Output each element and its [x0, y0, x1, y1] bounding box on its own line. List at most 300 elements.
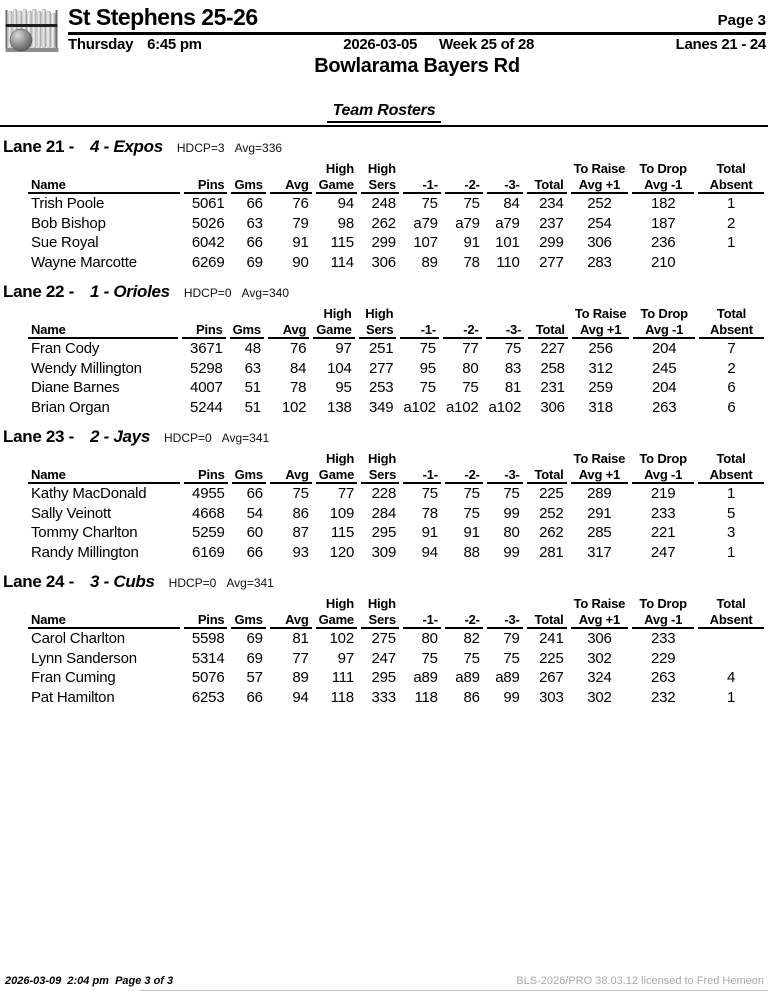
- col-header: Gms: [230, 321, 264, 339]
- col-header: Pins: [182, 321, 226, 339]
- col-header-top: [28, 159, 180, 176]
- cell-g1: 89: [421, 253, 438, 271]
- col-header: Absent: [698, 466, 764, 484]
- cell-gms: 66: [246, 234, 263, 252]
- col-header-top: [487, 159, 523, 176]
- cell-total: 303: [539, 688, 564, 706]
- cell-absent: 2: [727, 359, 736, 377]
- col-header: Total: [527, 176, 567, 194]
- session-time: 6:45 pm: [147, 36, 202, 53]
- cell-high_game: 102: [329, 630, 354, 648]
- cell-high_game: 98: [337, 214, 354, 232]
- roster-table: [24, 304, 768, 417]
- col-header: Absent: [698, 611, 764, 629]
- cell-gms: 51: [244, 379, 261, 397]
- cell-high_game: 97: [335, 340, 352, 358]
- cell-to_raise: 291: [587, 504, 612, 522]
- team-hdcp-avg: [164, 431, 269, 445]
- cell-g3: 101: [495, 234, 520, 252]
- cell-to_raise: 254: [587, 214, 612, 232]
- cell-name: Bob Bishop: [31, 214, 106, 232]
- col-header: Pins: [184, 611, 228, 629]
- team-hdcp-avg: [184, 286, 289, 300]
- report-title: Team Rosters: [327, 102, 442, 123]
- col-header-top: [445, 449, 483, 466]
- col-header-top: [400, 304, 439, 321]
- cell-name: Kathy MacDonald: [31, 485, 147, 503]
- cell-g1: 75: [419, 379, 436, 397]
- session-date-week: [343, 36, 534, 53]
- cell-absent: 2: [726, 214, 736, 232]
- cell-gms: 60: [246, 524, 263, 542]
- col-header-top: To Drop: [640, 306, 688, 321]
- cell-gms: 69: [246, 649, 263, 667]
- team-hdcp: HDCP=0: [183, 286, 232, 300]
- cell-high_game: 115: [330, 524, 355, 542]
- col-header-top: High: [323, 306, 352, 321]
- col-header-top: Total: [716, 596, 746, 611]
- col-header-top: High: [325, 161, 354, 176]
- team-hdcp: HDCP=0: [168, 576, 217, 590]
- cell-total: 225: [539, 485, 564, 503]
- cell-to_raise: 302: [587, 688, 612, 706]
- cell-to_raise: 256: [588, 340, 613, 358]
- col-header: -3-: [487, 466, 523, 484]
- cell-g1: 91: [421, 524, 438, 542]
- col-header: Pins: [184, 466, 228, 484]
- cell-to_raise: 302: [587, 649, 612, 667]
- col-header-top: [527, 594, 567, 611]
- cell-gms: 66: [246, 543, 263, 561]
- col-header-top: [268, 304, 309, 321]
- col-header: Sers: [359, 321, 397, 339]
- col-header-top: [28, 594, 180, 611]
- player-row: [28, 378, 764, 398]
- cell-g1: a89: [413, 669, 438, 687]
- cell-high_sers: 228: [371, 485, 397, 503]
- cell-g1: 75: [421, 195, 438, 213]
- col-header: Game: [316, 611, 357, 629]
- col-header: Avg -1: [632, 176, 694, 194]
- cell-high_game: 109: [329, 504, 355, 522]
- cell-absent: 4: [726, 669, 736, 687]
- cell-high_game: 77: [337, 485, 355, 503]
- cell-g2: 77: [462, 340, 479, 358]
- col-header: Avg +1: [571, 611, 629, 629]
- col-header-top: High: [367, 596, 396, 611]
- player-row: [28, 214, 764, 234]
- cell-to_drop: 182: [650, 195, 676, 213]
- cell-absent: 6: [727, 398, 736, 416]
- cell-gms: 66: [246, 195, 263, 213]
- cell-name: Wendy Millington: [31, 359, 142, 377]
- col-header-top: [270, 449, 312, 466]
- cell-absent: 3: [726, 524, 736, 542]
- lanes-label: Lanes 21 - 24: [675, 36, 766, 53]
- cell-gms: 54: [246, 504, 263, 522]
- col-header-top: [445, 594, 483, 611]
- cell-to_raise: 306: [587, 234, 612, 252]
- cell-g3: 110: [496, 253, 520, 271]
- player-row: [28, 504, 764, 524]
- cell-total: 258: [540, 359, 565, 377]
- cell-g1: 78: [421, 504, 438, 522]
- cell-avg: 76: [292, 195, 309, 213]
- cell-g3: 79: [503, 630, 520, 648]
- cell-high_sers: 247: [371, 649, 396, 667]
- cell-pins: 4668: [192, 504, 225, 522]
- cell-to_drop: 233: [650, 504, 676, 522]
- cell-to_raise: 318: [588, 398, 613, 416]
- cell-absent: 7: [727, 340, 736, 358]
- player-row: [28, 359, 764, 379]
- col-header: Absent: [698, 176, 764, 194]
- col-header: Gms: [231, 611, 265, 629]
- col-header-top: [527, 159, 567, 176]
- bowling-pins-logo: [4, 5, 60, 57]
- bowling-center-name: Bowlarama Bayers Rd: [314, 55, 520, 77]
- cell-g3: 84: [503, 195, 520, 213]
- col-header: Gms: [232, 466, 266, 484]
- cell-avg: 79: [292, 214, 309, 232]
- cell-high_sers: 251: [368, 340, 394, 358]
- cell-g2: a79: [455, 214, 480, 232]
- cell-pins: 6269: [191, 253, 225, 271]
- col-header: Avg -1: [633, 321, 695, 339]
- team-name-label: 3 - Cubs: [90, 572, 155, 591]
- col-header-top: To Drop: [639, 451, 687, 466]
- cell-to_raise: 306: [587, 630, 612, 648]
- cell-absent: [698, 629, 764, 649]
- col-header-top: [445, 159, 483, 176]
- team-section: [0, 427, 768, 562]
- cell-pins: 4955: [192, 485, 225, 503]
- col-header-top: [443, 304, 482, 321]
- cell-avg: 87: [292, 524, 309, 542]
- cell-g2: 88: [463, 543, 480, 561]
- col-header-top: [184, 594, 228, 611]
- cell-total: 231: [540, 379, 565, 397]
- cell-absent: [698, 253, 764, 273]
- col-header-top: Total: [716, 306, 747, 321]
- col-header: -1-: [403, 466, 441, 484]
- cell-pins: 4007: [190, 379, 223, 397]
- col-header-top: [403, 159, 441, 176]
- team-section: [0, 137, 768, 272]
- cell-avg: 89: [292, 669, 309, 687]
- col-header-top: [403, 594, 441, 611]
- cell-absent: 1: [726, 195, 736, 213]
- cell-gms: 63: [246, 214, 263, 232]
- col-header: Name: [28, 321, 178, 339]
- col-header: Game: [316, 466, 357, 484]
- col-header-top: [232, 449, 266, 466]
- player-row: [28, 629, 764, 649]
- player-row: [28, 233, 764, 253]
- cell-total: 225: [539, 649, 564, 667]
- cell-g1: 75: [419, 340, 436, 358]
- col-header-top: [28, 449, 180, 466]
- player-row: [28, 194, 764, 214]
- cell-absent: [698, 649, 764, 669]
- cell-g2: 91: [463, 234, 480, 252]
- col-header: Avg: [268, 321, 309, 339]
- col-header-top: [270, 159, 312, 176]
- cell-total: 306: [540, 398, 565, 416]
- col-header-top: High: [365, 306, 394, 321]
- cell-total: 299: [539, 234, 564, 252]
- cell-to_drop: 221: [650, 524, 676, 542]
- cell-to_raise: 317: [587, 543, 612, 561]
- cell-pins: 6253: [191, 688, 225, 706]
- cell-name: Fran Cody: [31, 340, 100, 358]
- cell-g2: 75: [463, 195, 480, 213]
- cell-high_game: 94: [337, 195, 354, 213]
- cell-g3: a79: [495, 214, 520, 232]
- cell-to_drop: 204: [651, 379, 677, 397]
- col-header: Avg: [270, 176, 312, 194]
- cell-to_drop: 247: [650, 543, 676, 561]
- team-sections: [0, 137, 768, 707]
- cell-gms: 63: [244, 359, 261, 377]
- cell-name: Sue Royal: [31, 234, 99, 252]
- cell-g1: 94: [421, 543, 438, 561]
- cell-absent: 1: [726, 485, 736, 503]
- col-header-top: Total: [716, 451, 746, 466]
- cell-high_sers: 309: [371, 543, 397, 561]
- cell-high_game: 114: [330, 253, 354, 271]
- cell-absent: 1: [726, 234, 736, 252]
- cell-total: 237: [539, 214, 564, 232]
- col-header-top: [487, 594, 523, 611]
- cell-g1: 107: [413, 234, 438, 252]
- cell-name: Pat Hamilton: [31, 688, 115, 706]
- col-header: Name: [28, 611, 180, 629]
- cell-avg: 77: [292, 649, 309, 667]
- cell-avg: 93: [292, 543, 309, 561]
- roster-table: [24, 449, 768, 562]
- cell-name: Sally Veinott: [31, 504, 111, 522]
- cell-to_raise: 285: [587, 524, 612, 542]
- cell-to_raise: 252: [587, 195, 612, 213]
- lane-heading: [0, 282, 768, 304]
- cell-avg: 78: [289, 379, 307, 397]
- team-section: [0, 572, 768, 707]
- cell-avg: 76: [289, 340, 307, 358]
- col-header: -3-: [486, 321, 525, 339]
- col-header-top: High: [325, 596, 354, 611]
- col-header: Avg +1: [572, 321, 630, 339]
- cell-to_raise: 324: [587, 669, 612, 687]
- cell-high_game: 97: [337, 649, 354, 667]
- cell-pins: 5244: [190, 398, 223, 416]
- col-header: Game: [316, 176, 357, 194]
- col-header-top: [184, 159, 228, 176]
- cell-absent: 1: [726, 688, 736, 706]
- col-header-top: [182, 304, 226, 321]
- col-header: Total: [527, 611, 567, 629]
- cell-gms: 48: [244, 340, 261, 358]
- cell-to_raise: 259: [588, 379, 613, 397]
- cell-avg: 75: [292, 485, 309, 503]
- cell-g3: 75: [503, 649, 520, 667]
- session-week: Week 25 of 28: [439, 36, 535, 53]
- col-header-top: [28, 304, 178, 321]
- lane-label: Lane 23 -: [3, 427, 74, 446]
- cell-to_drop: 219: [650, 485, 676, 503]
- cell-g1: a79: [413, 214, 438, 232]
- cell-pins: 6169: [192, 543, 225, 561]
- cell-pins: 5061: [191, 195, 225, 213]
- lane-heading: [0, 572, 768, 594]
- cell-high_game: 95: [335, 379, 352, 397]
- cell-avg: 94: [292, 688, 309, 706]
- cell-total: 267: [539, 669, 564, 687]
- cell-g1: 75: [421, 485, 438, 503]
- cell-to_drop: 229: [650, 649, 676, 667]
- cell-name: Diane Barnes: [31, 379, 120, 397]
- col-header-top: [231, 594, 265, 611]
- col-header-top: [527, 449, 567, 466]
- cell-high_game: 111: [331, 669, 354, 687]
- cell-g2: 75: [463, 504, 480, 522]
- cell-avg: 91: [292, 234, 309, 252]
- col-header: -1-: [400, 321, 439, 339]
- team-name-label: 2 - Jays: [90, 427, 150, 446]
- roster-table: [24, 594, 768, 707]
- league-title: St Stephens 25-26: [68, 4, 258, 30]
- cell-absent: 1: [726, 543, 736, 561]
- cell-g1: 95: [419, 359, 436, 377]
- cell-avg: 90: [292, 253, 309, 271]
- page-number-label: Page 3: [717, 12, 766, 29]
- cell-name: Randy Millington: [31, 543, 139, 561]
- col-header-top: To Raise: [573, 161, 626, 176]
- cell-pins: 5026: [191, 214, 225, 232]
- cell-g2: 82: [463, 630, 480, 648]
- col-header: Total: [528, 321, 568, 339]
- footer-print-info: 2026-03-09 2:04 pm Page 3 of 3: [5, 975, 174, 987]
- cell-to_raise: 312: [588, 359, 613, 377]
- cell-total: 252: [539, 504, 564, 522]
- cell-g2: 80: [462, 359, 479, 377]
- cell-to_drop: 263: [650, 669, 676, 687]
- cell-g1: a102: [403, 398, 436, 416]
- cell-gms: 51: [244, 398, 261, 416]
- cell-total: 241: [539, 630, 564, 648]
- col-header: Name: [28, 466, 180, 484]
- cell-absent: 6: [727, 379, 736, 397]
- team-avg: Avg=340: [241, 286, 290, 300]
- player-row: [28, 484, 764, 504]
- cell-g3: a89: [495, 669, 520, 687]
- cell-g2: a102: [445, 398, 479, 416]
- cell-pins: 6042: [191, 234, 225, 252]
- header-divider: [0, 125, 768, 127]
- session-date: 2026-03-05: [343, 36, 418, 53]
- cell-high_game: 138: [327, 398, 352, 416]
- cell-g3: 80: [503, 524, 520, 542]
- team-avg: Avg=336: [234, 141, 283, 155]
- col-header: Game: [313, 321, 354, 339]
- cell-pins: 5314: [191, 649, 225, 667]
- cell-high_game: 118: [330, 688, 354, 706]
- lane-label: Lane 22 -: [3, 282, 74, 301]
- col-header-top: High: [326, 451, 355, 466]
- session-day: Thursday: [68, 36, 134, 53]
- cell-total: 227: [540, 340, 565, 358]
- col-header: -2-: [445, 176, 483, 194]
- cell-avg: 86: [292, 504, 309, 522]
- col-header: Avg +1: [571, 466, 629, 484]
- team-name-label: 1 - Orioles: [90, 282, 170, 301]
- col-header: Avg: [270, 466, 312, 484]
- cell-to_drop: 210: [650, 253, 676, 271]
- cell-high_sers: 349: [368, 398, 394, 416]
- col-header: Absent: [699, 321, 764, 339]
- cell-pins: 5598: [191, 630, 225, 648]
- cell-to_raise: 283: [587, 253, 612, 271]
- cell-g3: 99: [503, 688, 520, 706]
- lane-label: Lane 21 -: [3, 137, 74, 156]
- cell-pins: 5076: [191, 669, 225, 687]
- cell-g1: 75: [421, 649, 438, 667]
- cell-to_drop: 204: [651, 340, 677, 358]
- cell-g2: 91: [463, 524, 480, 542]
- cell-g2: 75: [463, 485, 480, 503]
- cell-high_game: 104: [327, 359, 352, 377]
- team-hdcp: HDCP=3: [176, 141, 225, 155]
- cell-avg: 84: [289, 359, 307, 377]
- col-header: Total: [527, 466, 567, 484]
- cell-g2: 78: [463, 253, 480, 271]
- cell-high_sers: 295: [371, 669, 396, 687]
- col-header-top: To Drop: [639, 596, 687, 611]
- cell-gms: 66: [246, 485, 263, 503]
- player-row: [28, 668, 764, 688]
- player-row: [28, 398, 764, 418]
- col-header-top: [184, 449, 228, 466]
- team-hdcp-avg: [169, 576, 274, 590]
- cell-total: 277: [539, 253, 564, 271]
- col-header-top: [270, 594, 312, 611]
- player-row: [28, 543, 764, 563]
- player-row: [28, 688, 764, 708]
- player-row: [28, 253, 764, 273]
- lane-label: Lane 24 -: [3, 572, 74, 591]
- cell-to_drop: 187: [650, 214, 676, 232]
- cell-gms: 57: [246, 669, 263, 687]
- col-header: Avg -1: [632, 611, 694, 629]
- col-header: Sers: [361, 466, 399, 484]
- col-header-top: [403, 449, 441, 466]
- cell-gms: 66: [246, 688, 263, 706]
- roster-table: [24, 159, 768, 272]
- cell-high_sers: 295: [371, 524, 397, 542]
- session-day-time: [68, 36, 202, 53]
- col-header-top: [487, 449, 523, 466]
- cell-g2: a89: [455, 669, 480, 687]
- col-header: -3-: [487, 176, 523, 194]
- col-header-top: High: [368, 451, 397, 466]
- team-avg: Avg=341: [221, 431, 270, 445]
- cell-g3: 99: [503, 543, 520, 561]
- cell-to_raise: 289: [587, 485, 612, 503]
- cell-high_sers: 253: [368, 379, 394, 397]
- col-header: Sers: [361, 176, 399, 194]
- cell-gms: 69: [246, 630, 263, 648]
- player-row: [28, 649, 764, 669]
